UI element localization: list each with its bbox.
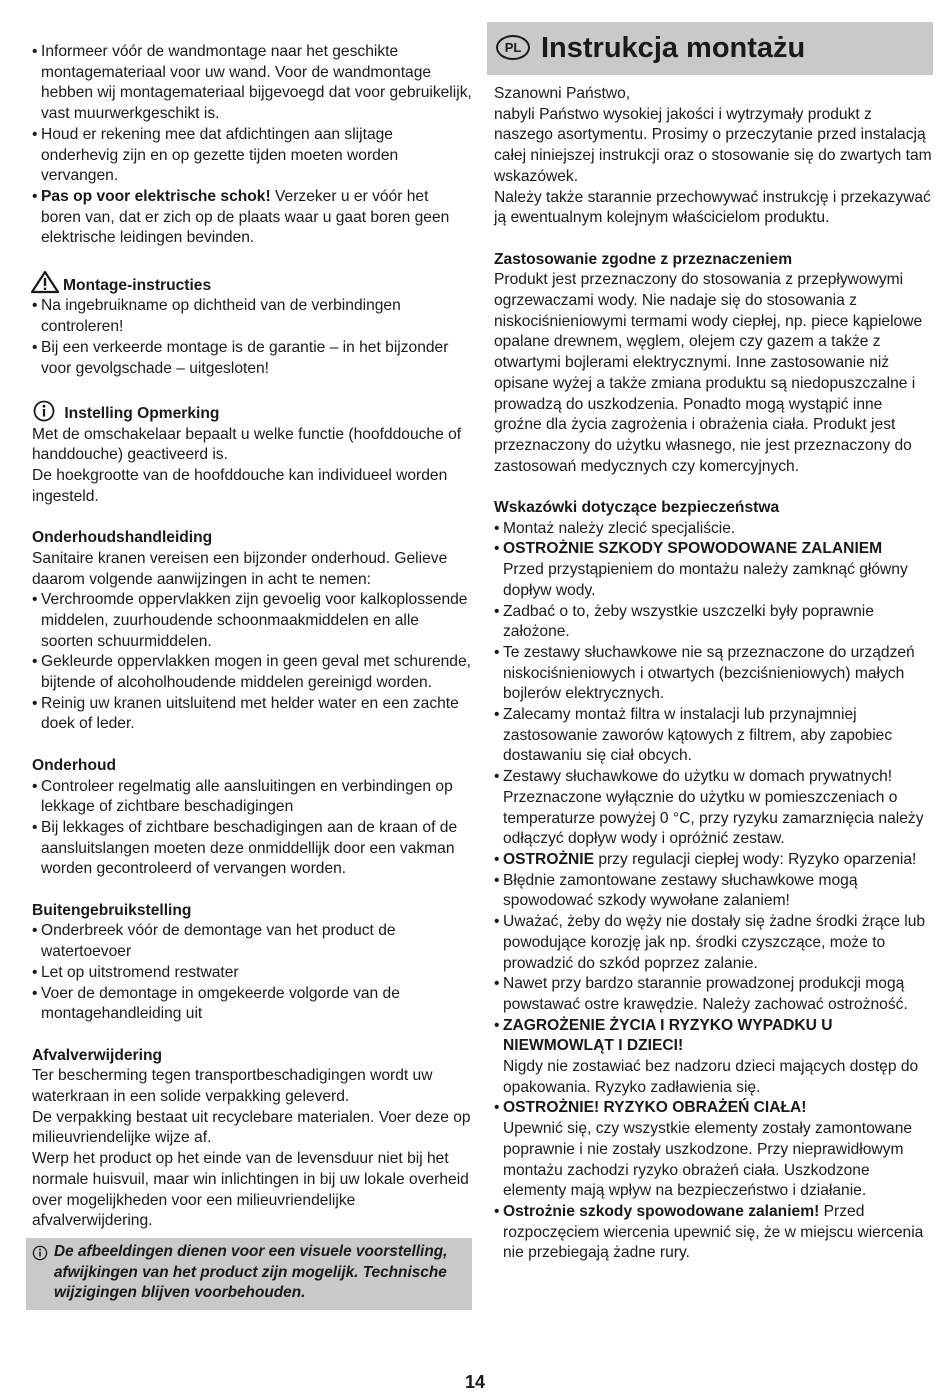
safety-bullet-4: • Te zestawy słuchawkowe nie są przeznaczone do urządzeń niskociśnieniowych i otwartych (bezciśnieniowych) małych bojlerów elektrycznych. — [494, 643, 932, 705]
safety-bullet-3: • Zadbać o to, żeby wszystkie uszczelki były poprawnie założone. — [494, 602, 932, 643]
bullet-decom-3: • Voer de demontage in omgekeerde volgorde van de montagehandleiding uit — [32, 984, 472, 1025]
afval-para-3: Werp het product op het einde van de levensduur niet bij het normale huisvuil, maar win inlichtingen in bij uw lokale overheid over mogelijkheden voor een milieuvriendelijke afvalverwijdering. — [32, 1150, 469, 1230]
instelling-para-1: Met de omschakelaar bepaalt u welke functie (hoofddouche of handdouche) geactiveerd is. — [32, 425, 462, 464]
section-header — [487, 22, 933, 75]
safety-bullet-1: • Montaż należy zlecić specjaliście. — [494, 519, 932, 540]
shock-warning-bold: Pas op voor elektrische schok! — [41, 187, 271, 205]
page-number: 14 — [464, 1372, 486, 1392]
info-icon — [32, 400, 56, 422]
safety-heading: Wskazówki dotyczące bezpieczeństwa — [494, 499, 780, 517]
afval-heading: Afvalverwijdering — [32, 1046, 162, 1064]
onderhoudshandleiding-intro: Sanitaire kranen vereisen een bijzonder onderhoud. Gelieve daarom volgende aanwijzingen in acht te nemen: — [32, 549, 448, 588]
safety-bullet-10: • Nawet przy bardzo starannie prowadzonej produkcji mogą powstawać ostre krawędzie. Należy zachować ostrożność. — [494, 974, 932, 1015]
safety-bullet-5: • Zalecamy montaż filtra w instalacji lub przynajmniej zastosowanie zaworów kątowych z filtrem, aby zapobiec dostawaniu się ciał obcych. — [494, 705, 932, 767]
bullet-care-3: • Reinig uw kranen uitsluitend met helder water en een zachte doek of leder. — [32, 694, 472, 735]
safety-bullet-2-bold: OSTROŻNIE SZKODY SPOWODOWANE ZALANIEM — [503, 540, 883, 558]
intro-text: nabyli Państwo wysokiej jakości i wytrzymały produkt z naszego asortymentu. Prosimy o przeczytanie przed instalacją całej niniejszej instrukcji oraz o stosowanie się do zwartych tam wskazówek. — [494, 105, 932, 185]
info-icon — [32, 1245, 48, 1261]
bullet-decom-1: • Onderbreek vóór de demontage van het product de watertoevoer — [32, 921, 472, 962]
afval-para-2: De verpakking bestaat uit recyclebare materialen. Voer deze op milieuvriendelijke wijze af. — [32, 1108, 471, 1147]
safety-bullet-11 — [494, 1016, 932, 1099]
onderhoud-heading: Onderhoud — [32, 756, 117, 774]
safety-bullet-11-bold: ZAGROŻENIE ŻYCIA I RYZYKO WYPADKU U NIEWMOWLĄT I DZIECI! — [503, 1016, 833, 1055]
safety-bullet-12-bold: OSTROŻNIE! RYZYKO OBRAŻEŃ CIAŁA! — [503, 1099, 807, 1117]
intended-use-text: Produkt jest przeznaczony do stosowania z przepływowymi ogrzewaczami wody. Nie nadaje się do stosowania z niskociśnieniowymi termami wody ciepłej, np. piece kąpielowe opalane drewnem, węglem, olejem czy gazem a także z otwartymi bojlerami elektrycznymi. Inne zastosowanie niż opisane wyżej a także zmiana produktu są niedopuszczalne i prowadzą do uszkodzenia. Ponadto mogą wystąpić inne groźne dla życia zagrożenia i obrażenia ciała. Produkt jest przeznaczony do użytku własnego, nie jest przeznaczony do zastosowań medycznych czy komercyjnych. — [494, 271, 923, 475]
montage-heading: Montage-instructies — [63, 276, 212, 294]
safety-bullet-7 — [494, 850, 932, 871]
bullet-electric-shock — [32, 187, 472, 249]
greeting: Szanowni Państwo, — [494, 85, 631, 102]
safety-bullet-2 — [494, 539, 932, 601]
bullet-maint-2: • Bij lekkages of zichtbare beschadigingen aan de kraan of de aansluitslangen moeten deze onmiddellijk door een vakman worden gecontroleerd of vervangen worden. — [32, 818, 472, 880]
disclaimer-note — [26, 1238, 472, 1310]
bullet-montage-1: • Na ingebruikname op dichtheid van de verbindingen controleren! — [32, 296, 472, 337]
bullet-wall-mount: • Informeer vóór de wandmontage naar het geschikte montagemateriaal voor uw wand. Voor de wandmontage hebben wij montagemateriaal bijgevoegd dat voor gebruikelijk, vast muurwerkgeschikt is. — [32, 42, 472, 125]
safety-bullet-11-text: Nigdy nie zostawiać bez nadzoru dzieci mających dostęp do opakowania. Ryzyko zadławienia się. — [503, 1058, 919, 1096]
onderhoudshandleiding-heading: Onderhoudshandleiding — [32, 529, 213, 547]
language-badge: PL — [496, 35, 530, 60]
safety-bullet-9: • Uważać, żeby do węży nie dostały się żadne środki żrące lub powodujące korozję jak np. środki czyszczące, może to prowadzić do szkód poprzez zalanie. — [494, 912, 932, 974]
safety-bullet-7-bold: OSTROŻNIE — [503, 850, 594, 868]
intended-use-heading: Zastosowanie zgodne z przeznaczeniem — [494, 250, 793, 268]
safety-bullet-13 — [494, 1202, 932, 1264]
bullet-care-2: • Gekleurde oppervlakken mogen in geen geval met schurende, bijtende of alcoholhoudende middelen gereinigd worden. — [32, 652, 472, 693]
buitengebruik-heading: Buitengebruikstelling — [32, 901, 192, 919]
instelling-heading: Instelling Opmerking — [64, 404, 220, 422]
safety-bullet-7-text: przy regulacji ciepłej wody: Ryzyko oparzenia! — [598, 850, 917, 868]
bullet-seals: • Houd er rekening mee dat afdichtingen aan slijtage onderhevig zijn en op gezette tijden moeten worden vervangen. — [32, 125, 472, 187]
safety-bullet-6-head: Zestawy słuchawkowe do użytku w domach prywatnych! — [503, 768, 893, 786]
instelling-para-2: De hoekgrootte van de hoofddouche kan individueel worden ingesteld. — [32, 467, 448, 505]
montage-heading-row — [31, 270, 472, 297]
bullet-care-1: • Verchroomde oppervlakken zijn gevoelig voor kalkoplossende middelen, zuurhoudende schoonmaakmiddelen en alle soorten schuurmiddelen. — [32, 590, 472, 652]
safety-bullet-13-text: Przed rozpoczęciem wiercenia upewnić się, że w miejscu wiercenia nie przebiegają żadne rury. — [503, 1202, 924, 1262]
bullet-montage-2: • Bij een verkeerde montage is de garantie – in het bijzonder voor gevolgschade – uitgesloten! — [32, 338, 472, 379]
safety-bullet-6 — [494, 767, 932, 850]
safety-bullet-12-text: Upewnić się, czy wszystkie elementy zostały zamontowane poprawnie i nie zostały uszkodzone. Przy nieprawidłowym montażu zachodzi ryzyko obrażeń ciała. Uszkodzone elementy mają wpływ na bezpieczeństwo i działanie. — [503, 1120, 913, 1200]
safety-bullet-6-text: Przeznaczone wyłącznie do użytku w pomieszczeniach o temperaturze powyżej 0 °C, przy ryzyku zamarznięcia należy odłączyć dopływ wody i opróżnić zestaw. — [503, 788, 924, 848]
bullet-decom-2: • Let op uitstromend restwater — [32, 963, 472, 984]
safety-bullet-2-text: Przed przystąpieniem do montażu należy zamknąć główny dopływ wody. — [503, 561, 908, 599]
instelling-heading-row — [32, 400, 472, 425]
safety-bullet-12 — [494, 1098, 932, 1202]
left-column — [32, 42, 472, 1232]
bullet-maint-1: • Controleer regelmatig alle aansluitingen en verbindingen op lekkage of zichtbare beschadigingen — [32, 777, 472, 818]
safety-bullet-13-bold: Ostrożnie szkody spowodowane zalaniem! — [503, 1202, 820, 1220]
right-column — [494, 84, 932, 1264]
section-title: Instrukcja montażu — [541, 32, 806, 64]
safety-bullet-8: • Błędnie zamontowane zestawy słuchawkowe mogą spowodować szkody wywołane zalaniem! — [494, 871, 932, 912]
keep-text: Należy także starannie przechowywać instrukcję i przekazywać ją ewentualnym kolejnym właścicielom produktu. — [494, 188, 931, 227]
disclaimer-text: De afbeeldingen dienen voor een visuele voorstelling, afwijkingen van het product zijn mogelijk. Technische wijzigingen blijven voorbehouden. — [54, 1243, 448, 1302]
afval-para-1: Ter bescherming tegen transportbeschadigingen wordt uw waterkraan in een solide verpakking geleverd. — [32, 1067, 433, 1106]
warning-triangle-icon — [31, 270, 59, 294]
shock-warning-text: Verzeker u er vóór het boren van, dat er zich op de plaats waar u gaat boren geen elektrische leidingen bevinden. — [41, 187, 450, 247]
